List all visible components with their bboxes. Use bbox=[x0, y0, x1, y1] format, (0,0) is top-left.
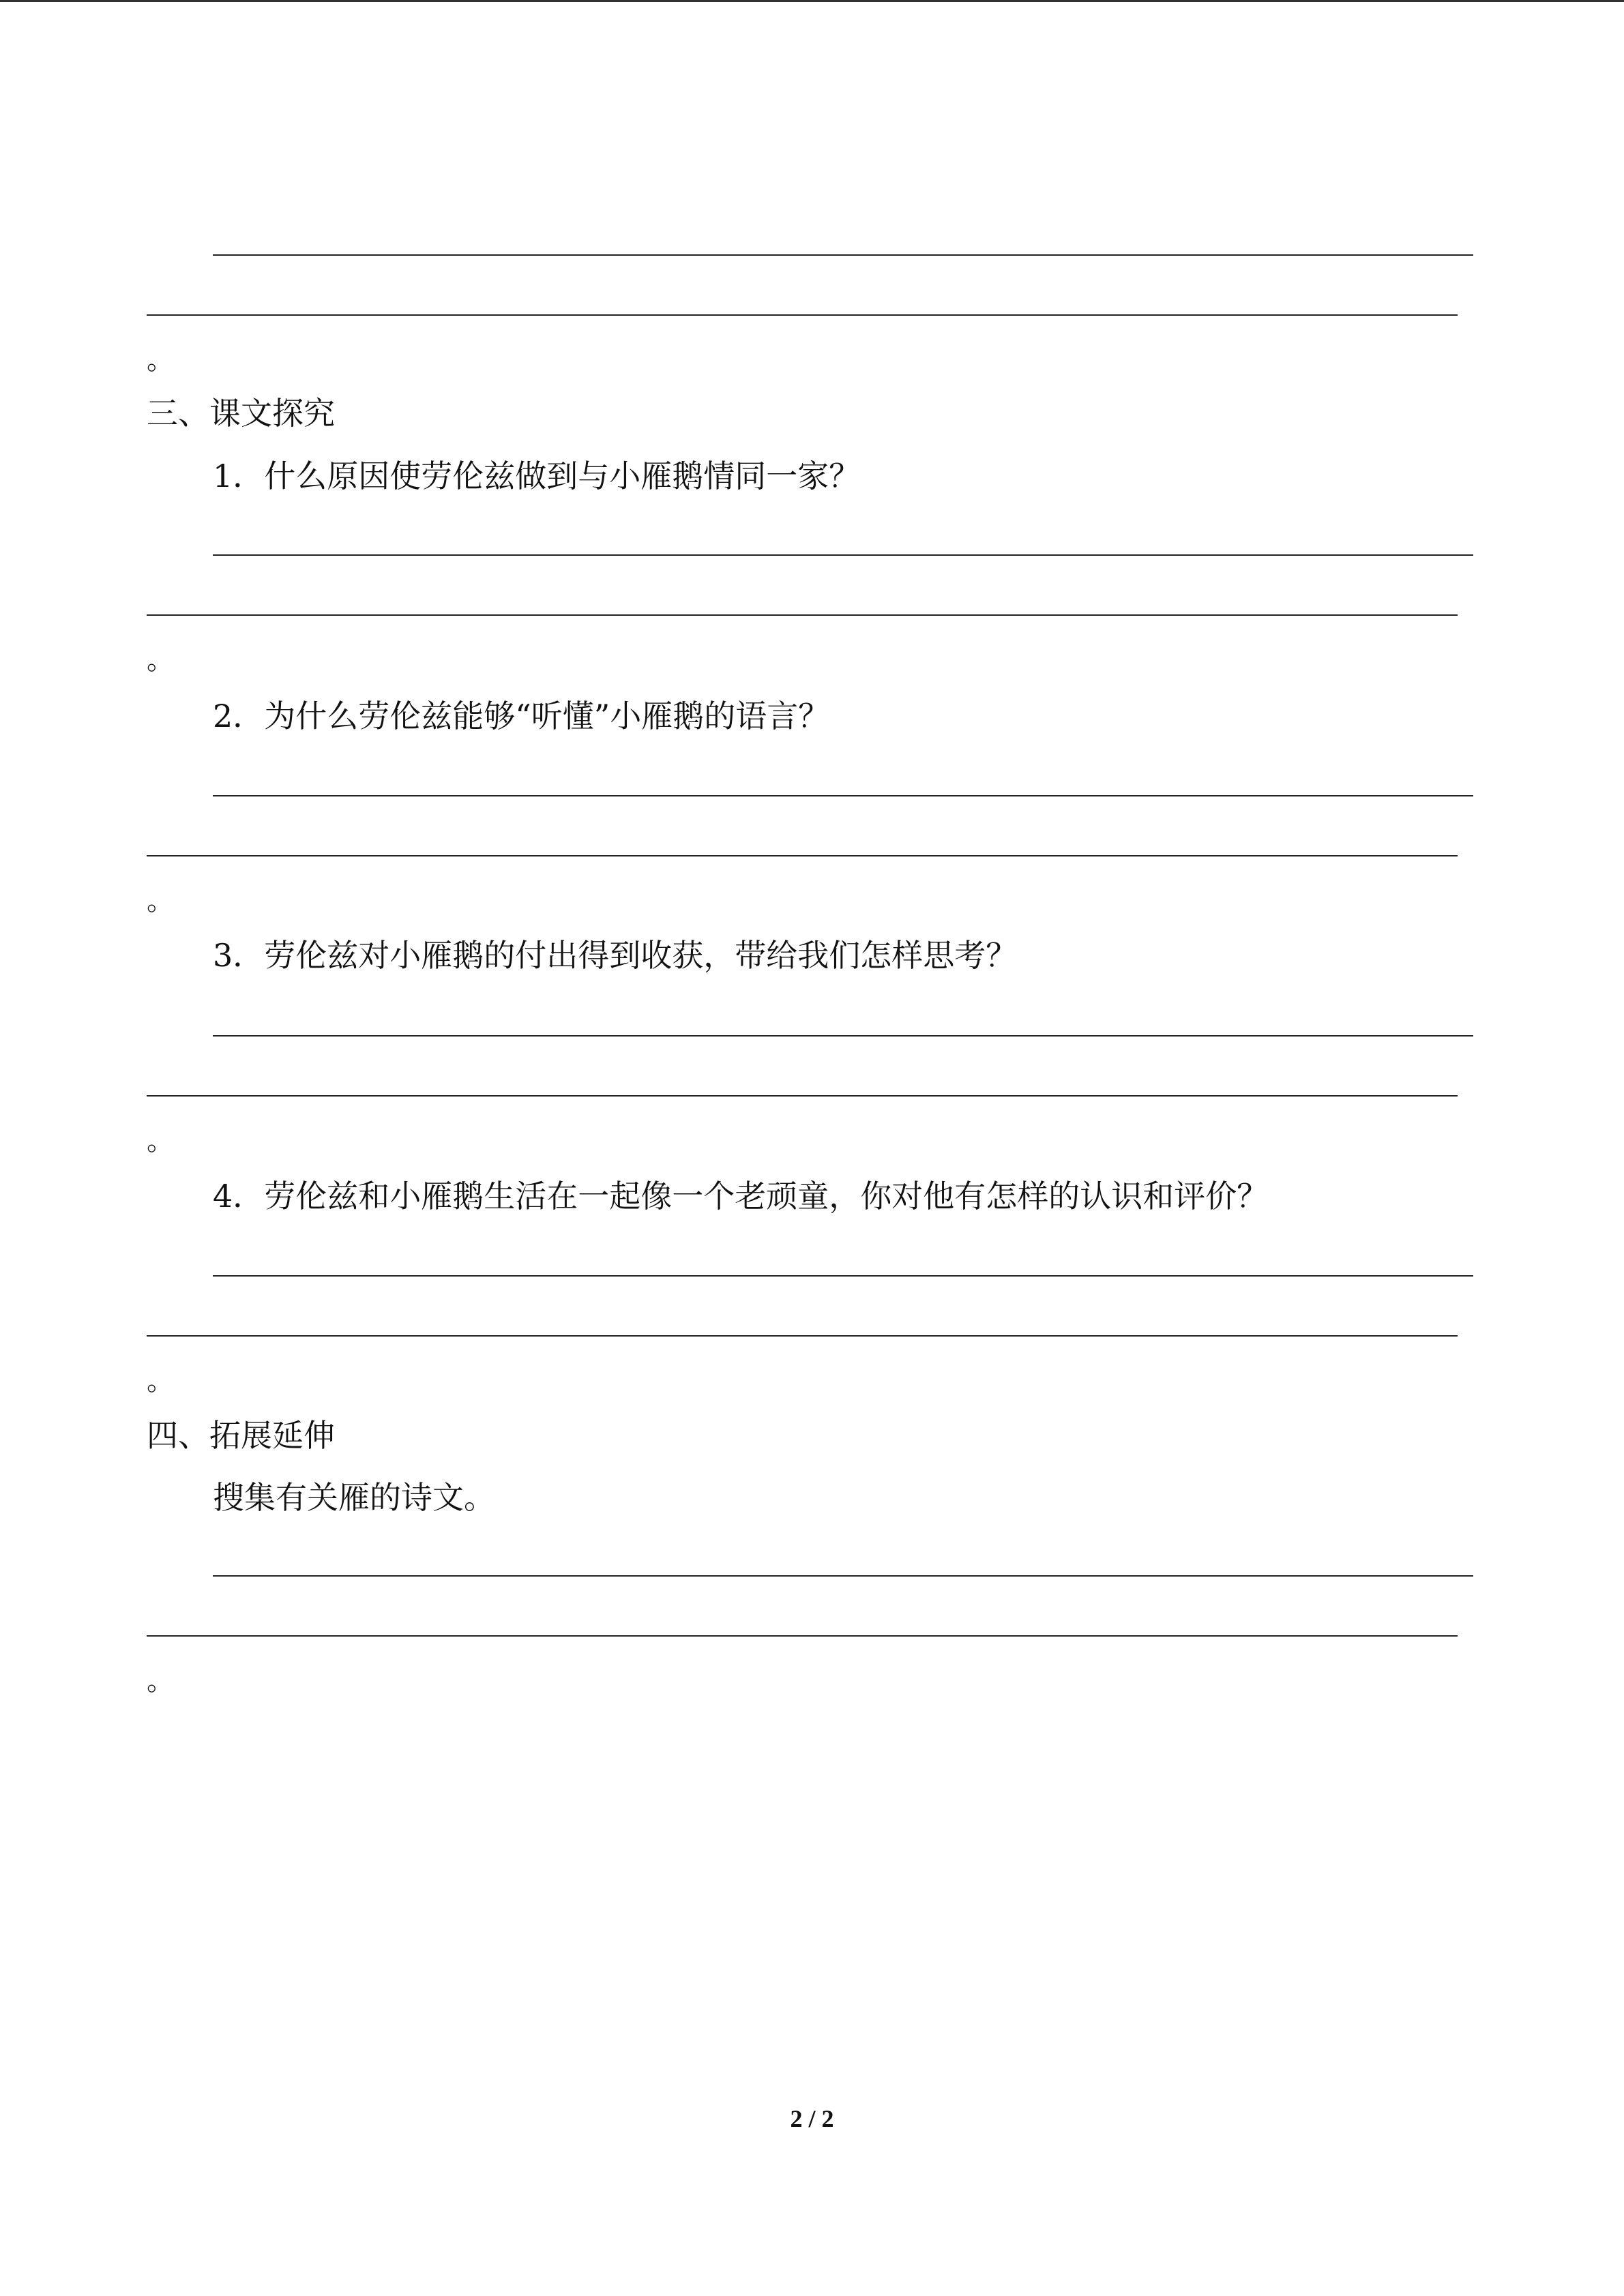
page-number: 2 / 2 bbox=[790, 2105, 834, 2132]
answer-line[interactable] bbox=[147, 614, 1458, 616]
section-heading-inquiry: 三、课文探究 bbox=[147, 395, 335, 432]
answer-line[interactable] bbox=[213, 795, 1473, 796]
section-heading-extension: 四、拓展延伸 bbox=[147, 1417, 335, 1454]
answer-line[interactable] bbox=[147, 1335, 1458, 1337]
end-mark: 。 bbox=[147, 885, 174, 916]
answer-line[interactable] bbox=[213, 1035, 1473, 1037]
answer-line[interactable] bbox=[213, 254, 1473, 256]
answer-line[interactable] bbox=[213, 1275, 1473, 1277]
question-2: 2．为什么劳伦兹能够“听懂”小雁鹅的语言？ bbox=[213, 698, 830, 734]
answer-line[interactable] bbox=[213, 1575, 1473, 1577]
answer-line[interactable] bbox=[147, 855, 1458, 856]
answer-line[interactable] bbox=[213, 554, 1473, 556]
end-mark: 。 bbox=[147, 1665, 174, 1697]
end-mark: 。 bbox=[147, 644, 174, 676]
question-1: 1．什么原因使劳伦兹做到与小雁鹅情同一家？ bbox=[213, 458, 861, 494]
question-3: 3．劳伦兹对小雁鹅的付出得到收获，带给我们怎样思考？ bbox=[213, 937, 1018, 974]
end-mark: 。 bbox=[147, 1125, 174, 1157]
answer-line[interactable] bbox=[147, 1095, 1458, 1097]
end-mark: 。 bbox=[147, 344, 174, 376]
extension-prompt: 搜集有关雁的诗文。 bbox=[213, 1479, 495, 1516]
end-mark: 。 bbox=[147, 1365, 174, 1397]
answer-line[interactable] bbox=[147, 314, 1458, 316]
question-4: 4．劳伦兹和小雁鹅生活在一起像一个老顽童，你对他有怎样的认识和评价？ bbox=[213, 1178, 1269, 1214]
answer-line[interactable] bbox=[147, 1635, 1458, 1637]
page-top-border bbox=[0, 0, 1624, 2]
